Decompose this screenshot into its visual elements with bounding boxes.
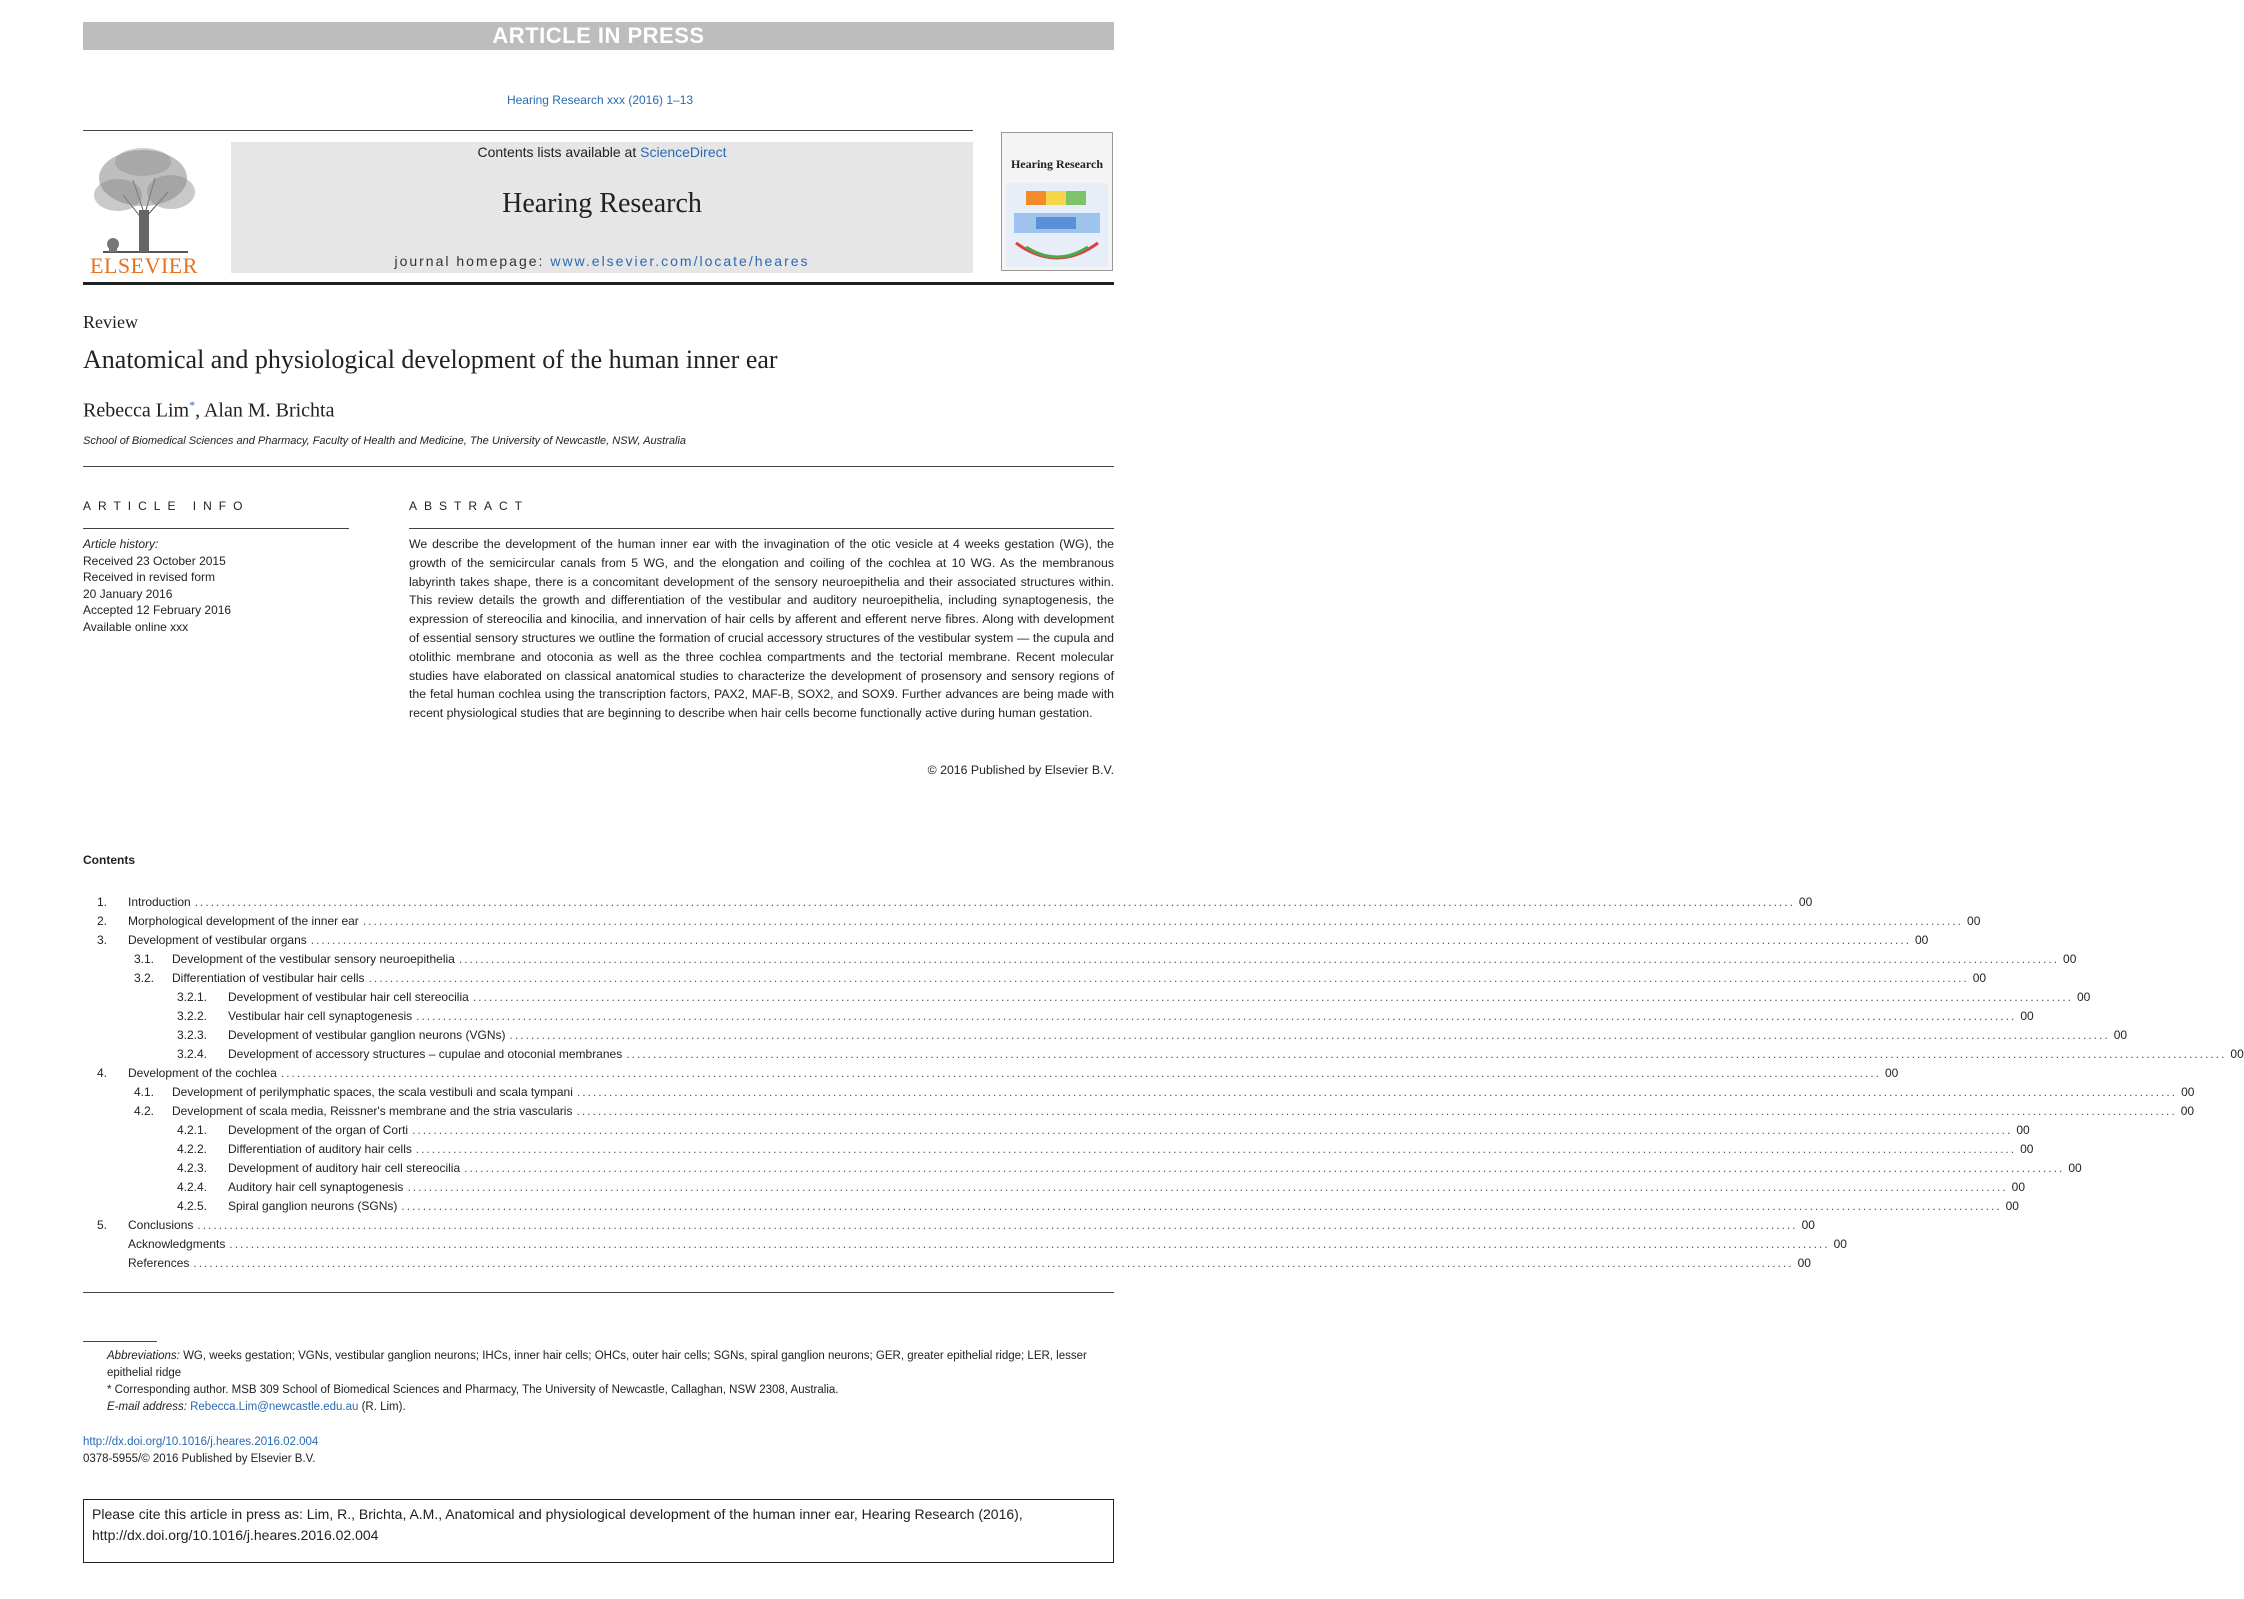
toc-entry-page: 00: [2076, 990, 2091, 1004]
toc-entry-title[interactable]: Differentiation of auditory hair cells: [228, 1142, 412, 1156]
toc-entry[interactable]: [83, 950, 2077, 969]
table-of-contents: [83, 893, 2244, 1273]
toc-entry-page: 00: [2063, 952, 2077, 966]
abbreviations-text: WG, weeks gestation; VGNs, vestibular ganglion neurons; IHCs, inner hair cells; OHCs, outer hair cells; SGNs, spiral ganglion neurons; GER, greater epithelial ridge; LER, lesser epithelial ridge: [107, 1350, 1087, 1379]
toc-entry[interactable]: [83, 969, 1987, 988]
toc-entry-number: 1.: [96, 895, 107, 909]
toc-entry-title[interactable]: Development of perilymphatic spaces, the scala vestibuli and scala tympani: [172, 1085, 573, 1099]
issn-line: 0378-5955/© 2016 Published by Elsevier B.V.: [83, 1453, 316, 1465]
toc-leader-dots: ............................................................................................................................................................................................................................................................................................................: [416, 1009, 2017, 1023]
toc-entry-title[interactable]: Development of the cochlea: [128, 1066, 277, 1080]
toc-entry[interactable]: [83, 1140, 2034, 1159]
toc-entry-number: 3.2.4.: [176, 1047, 207, 1061]
abstract-text: We describe the development of the human inner ear with the invagination of the otic vesicle at 4 weeks gestation (WG), the growth of the semicircular canals from 5 WG, and the elongation and coiling of the cochlea at 10 WG. As the membranous labyrinth takes shape, there is a concomitant development of the sensory neuroepithelia and their associated structures within. This review details the growth and differentiation of the vestibular and auditory neuroepithelia, including synaptogenesis, the expression of stereocilia and kinocilia, and innervation of hair cells by afferent and efferent nerve fibres. Along with development of essential sensory structures we outline the formation of crucial accessory structures of the vestibular system — the cupula and otolithic membrane and otoconia as well as the three cochlea compartments and the tectorial membrane. Recent molecular studies have elaborated on classical anatomical studies to characterize the development of prosensory and sensory regions of the fetal human cochlea using the transcription factors, PAX2, MAF-B, SOX2, and SOX9. Further advances are being made with recent physiological studies that are beginning to describe when hair cells become functionally active during human gestation.: [409, 537, 1114, 721]
toc-leader-dots: ............................................................................................................................................................................................................................................................................................................: [401, 1199, 2002, 1213]
toc-entry-page: 00: [1833, 1237, 1847, 1251]
toc-entry[interactable]: [83, 912, 1981, 931]
received-date: Received 23 October 2015: [83, 553, 226, 568]
cite-this-article-box: Please cite this article in press as: Lim, R., Brichta, A.M., Anatomical and physiological development of the human inner ear, Hearing Research (2016), http://dx.doi.org/10.1016/j.heares.2016.02.004: [83, 1499, 1114, 1563]
toc-entry[interactable]: [83, 1102, 2195, 1121]
toc-entry[interactable]: [83, 1235, 1847, 1254]
toc-entry[interactable]: [83, 1026, 2128, 1045]
article-history: [83, 536, 231, 635]
toc-leader-dots: ............................................................................................................................................................................................................................................................................................................: [415, 1142, 2017, 1156]
corresponding-author-mark[interactable]: *: [189, 398, 196, 412]
toc-entry[interactable]: [83, 1083, 2195, 1102]
toc-entry-page: 00: [2020, 1142, 2034, 1156]
footnotes: [83, 1348, 1114, 1416]
toc-leader-dots: ............................................................................................................................................................................................................................................................................................................: [464, 1161, 2065, 1175]
footnote-rule: [83, 1341, 157, 1342]
toc-entry-number: 3.2.: [133, 971, 154, 985]
toc-entry-number: 4.2.3.: [176, 1161, 207, 1175]
section-divider: [83, 466, 1114, 467]
toc-entry-title[interactable]: Development of vestibular ganglion neurons (VGNs): [228, 1028, 506, 1042]
toc-entry-page: 00: [2068, 1161, 2082, 1175]
doi-link[interactable]: http://dx.doi.org/10.1016/j.heares.2016.02.004: [83, 1436, 319, 1448]
toc-entry[interactable]: [83, 893, 1813, 912]
toc-entry[interactable]: [83, 1045, 2244, 1064]
toc-entry-page: 00: [2230, 1047, 2244, 1061]
toc-entry-page: 00: [1797, 1256, 1811, 1270]
article-in-press-banner: ARTICLE IN PRESS: [83, 22, 1114, 50]
toc-entry-page: 00: [2181, 1085, 2195, 1099]
toc-entry-number: 4.2.1.: [176, 1123, 207, 1137]
email-footnote: [83, 1399, 1114, 1416]
journal-homepage-line: [231, 253, 973, 269]
toc-entry-number: 4.1.: [133, 1085, 154, 1099]
toc-leader-dots: ............................................................................................................................................................................................................................................................................................................: [458, 952, 2060, 966]
toc-entry[interactable]: [83, 988, 2091, 1007]
toc-leader-dots: ............................................................................................................................................................................................................................................................................................................: [310, 933, 1911, 947]
author-alan-brichta[interactable]: , Alan M. Brichta: [195, 399, 335, 422]
sciencedirect-link[interactable]: ScienceDirect: [640, 144, 727, 160]
toc-entry-number: 3.1.: [133, 952, 154, 966]
toc-entry[interactable]: [83, 1064, 1899, 1083]
toc-entry-title[interactable]: Development of scala media, Reissner's membrane and the stria vascularis: [172, 1104, 573, 1118]
contents-bottom-rule: [83, 1292, 1114, 1293]
revised-label: Received in revised form: [83, 570, 216, 584]
corresponding-text: Corresponding author. MSB 309 School of Biomedical Sciences and Pharmacy, The University of Newcastle, Callaghan, NSW 2308, Australia.: [111, 1384, 839, 1396]
abbreviations-label: Abbreviations:: [107, 1350, 180, 1362]
toc-entry-number: 3.: [96, 933, 107, 947]
header-bottom-rule: [83, 282, 1114, 285]
toc-entry-number: 5.: [96, 1218, 107, 1232]
toc-entry-page: 00: [1914, 933, 1929, 947]
corresponding-footnote: [83, 1382, 1114, 1399]
elsevier-wordmark: ELSEVIER: [90, 253, 198, 278]
toc-leader-dots: ............................................................................................................................................................................................................................................................................................................: [229, 1237, 1830, 1251]
toc-entry[interactable]: [83, 931, 1929, 950]
toc-leader-dots: ............................................................................................................................................................................................................................................................................................................: [576, 1104, 2177, 1118]
toc-entry-page: 00: [1801, 1218, 1815, 1232]
article-type: Review: [83, 312, 138, 332]
affiliation: School of Biomedical Sciences and Pharmacy, Faculty of Health and Medicine, The University of Newcastle, NSW, Australia: [83, 435, 687, 447]
toc-entry-number: 4.: [96, 1066, 107, 1080]
toc-entry-page: 00: [2016, 1123, 2030, 1137]
email-label: E-mail address:: [107, 1401, 191, 1413]
toc-entry-title[interactable]: Conclusions: [128, 1218, 194, 1232]
toc-entry-title[interactable]: Development of vestibular organs: [128, 933, 307, 947]
toc-leader-dots: ............................................................................................................................................................................................................................................................................................................: [472, 990, 2073, 1004]
toc-entry-title[interactable]: Development of vestibular hair cell stereocilia: [228, 990, 469, 1004]
author-list: [83, 398, 335, 423]
journal-name: Hearing Research: [502, 188, 702, 219]
contents-available-line: [231, 144, 973, 160]
toc-entry-page: 00: [2020, 1009, 2034, 1023]
toc-entry-number: 4.2.2.: [176, 1142, 207, 1156]
toc-entry-page: 00: [2113, 1028, 2128, 1042]
toc-entry-title[interactable]: Spiral ganglion neurons (SGNs): [228, 1199, 398, 1213]
contents-available-text: Contents lists available at: [477, 144, 641, 160]
toc-entry-title[interactable]: Development of the organ of Corti: [228, 1123, 409, 1137]
author-rebecca-lim[interactable]: Rebecca Lim: [83, 399, 190, 422]
header-divider: [83, 130, 973, 131]
accepted-date: Accepted 12 February 2016: [83, 603, 232, 617]
toc-entry-title[interactable]: Auditory hair cell synaptogenesis: [228, 1180, 404, 1194]
email-link[interactable]: Rebecca.Lim@newcastle.edu.au: [190, 1401, 359, 1413]
toc-entry-title[interactable]: Morphological development of the inner ear: [128, 914, 359, 928]
toc-entry-page: 00: [2180, 1104, 2195, 1118]
toc-leader-dots: ............................................................................................................................................................................................................................................................................................................: [412, 1123, 2013, 1137]
revised-date: 20 January 2016: [83, 586, 173, 601]
toc-entry-page: 00: [1884, 1066, 1899, 1080]
toc-entry-page: 00: [1972, 971, 1987, 985]
toc-entry-page: 00: [1967, 914, 1981, 928]
toc-entry-title[interactable]: References: [128, 1256, 190, 1270]
toc-entry-title[interactable]: Introduction: [128, 895, 191, 909]
toc-leader-dots: ............................................................................................................................................................................................................................................................................................................: [362, 914, 1964, 928]
journal-header-box: [231, 142, 973, 273]
journal-homepage-link[interactable]: www.elsevier.com/locate/heares: [550, 253, 810, 269]
cover-title: Hearing Research: [1010, 157, 1104, 171]
article-info-rule: [83, 528, 349, 529]
toc-entry-title[interactable]: Development of accessory structures – cupulae and otoconial membranes: [228, 1047, 623, 1061]
toc-leader-dots: ............................................................................................................................................................................................................................................................................................................: [280, 1066, 1881, 1080]
toc-leader-dots: ............................................................................................................................................................................................................................................................................................................: [407, 1180, 2008, 1194]
journal-citation-link[interactable]: Hearing Research xxx (2016) 1–13: [506, 93, 694, 107]
toc-entry-page: 00: [2011, 1180, 2025, 1194]
toc-entry[interactable]: [83, 1216, 1815, 1235]
article-title: Anatomical and physiological development of the human inner ear: [83, 345, 778, 374]
toc-entry-page: 00: [1798, 895, 1813, 909]
toc-entry-title[interactable]: Development of auditory hair cell stereocilia: [228, 1161, 461, 1175]
toc-entry-number: 4.2.: [133, 1104, 154, 1118]
abstract-rule: [409, 528, 1114, 529]
toc-entry[interactable]: [83, 1197, 2019, 1216]
toc-entry[interactable]: [83, 1254, 1811, 1273]
article-info-heading: ARTICLE INFO: [83, 499, 250, 513]
abstract-heading: ABSTRACT: [409, 499, 530, 513]
toc-entry-number: 3.2.1.: [176, 990, 207, 1004]
toc-entry-number: 3.2.2.: [176, 1009, 207, 1023]
journal-cover-thumbnail: [1001, 132, 1113, 271]
abbreviations-footnote: [83, 1348, 1114, 1382]
toc-leader-dots: ............................................................................................................................................................................................................................................................................................................: [197, 1218, 1798, 1232]
toc-leader-dots: ............................................................................................................................................................................................................................................................................................................: [368, 971, 1969, 985]
toc-leader-dots: ............................................................................................................................................................................................................................................................................................................: [193, 1256, 1794, 1270]
toc-leader-dots: ............................................................................................................................................................................................................................................................................................................: [194, 895, 1795, 909]
toc-entry[interactable]: [83, 1159, 2082, 1178]
toc-entry-title[interactable]: Differentiation of vestibular hair cells: [172, 971, 365, 985]
toc-entry-number: 4.2.4.: [176, 1180, 207, 1194]
available-online: Available online xxx: [83, 619, 189, 634]
history-label: Article history:: [83, 537, 159, 551]
toc-entry-title[interactable]: Development of the vestibular sensory neuroepithelia: [172, 952, 455, 966]
toc-entry-number: 2.: [96, 914, 107, 928]
toc-entry-number: 3.2.3.: [176, 1028, 207, 1042]
toc-entry-title[interactable]: Vestibular hair cell synaptogenesis: [228, 1009, 413, 1023]
abstract-copyright: © 2016 Published by Elsevier B.V.: [927, 763, 1114, 777]
toc-entry[interactable]: [83, 1121, 2030, 1140]
homepage-label: journal homepage:: [394, 253, 551, 269]
toc-entry-title[interactable]: Acknowledgments: [128, 1237, 226, 1251]
corresponding-mark: *: [107, 1384, 112, 1396]
toc-leader-dots: ............................................................................................................................................................................................................................................................................................................: [509, 1028, 2110, 1042]
toc-leader-dots: ............................................................................................................................................................................................................................................................................................................: [626, 1047, 2227, 1061]
contents-heading: Contents: [83, 853, 135, 867]
toc-entry-page: 00: [2005, 1199, 2019, 1213]
toc-entry[interactable]: [83, 1007, 2034, 1026]
cover-figure-icon: [1006, 183, 1108, 267]
toc-leader-dots: ............................................................................................................................................................................................................................................................................................................: [576, 1085, 2178, 1099]
toc-entry[interactable]: [83, 1178, 2025, 1197]
toc-entry-number: 4.2.5.: [176, 1199, 207, 1213]
email-suffix: (R. Lim).: [358, 1401, 406, 1413]
